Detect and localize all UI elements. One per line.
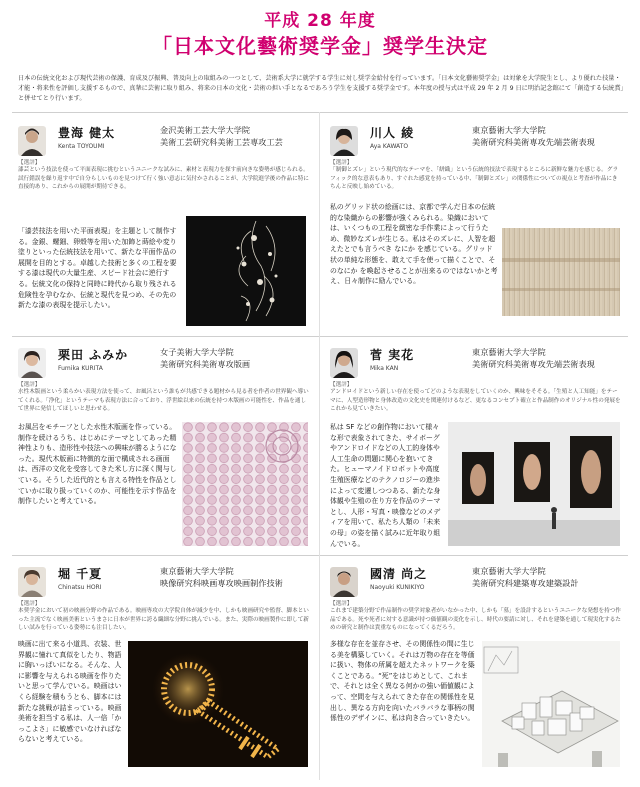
review-text: 漆芸という技法を使って平面表現に挑むというユニークな試みに、素材と表現力を探す前向きな姿勢が感じられる。試行錯誤を繰り返す中で自分らしいものを見つけて行く強い意志に気付かされることが、大学院進学後の作品に特に直接的あり、これからの展開が期待できる。	[18, 167, 309, 191]
scholar-school	[160, 565, 283, 589]
artist-statement: 映画に出て来る小道具、衣装、世界観に憧れて真似をしたり、物語に胸いっぱいになる。そんな、人に影響を与えられる映画を作りたいと思って学んでいる。映画はいくら経験を積もうとも、脚本には新たな挑戦が詰まっている。映画美術を担当する私は、人一倍「かっこよさ」に敏感でいなければならないと考えている。	[18, 640, 122, 744]
review-text: 本奨学金において初の映画分野の作品である。映画専攻の大学院自体が減少を中、しかも映画研究や監督、脚本といった主流でなく映画美術というまさに日本が世界に誇る繊細な分野に挑んでいる。また、実際の映画製作に即して新しい試みを行っている姿勢にも注目したい。	[18, 608, 309, 632]
school-major: 美術研究科美術専攻先端芸術表現	[472, 137, 595, 147]
school-name: 金沢美術工芸大学大学院	[160, 125, 251, 135]
school-name: 東京藝術大学大学院	[472, 566, 546, 576]
review-label: 【選評】	[330, 601, 353, 607]
school-name: 女子美術大学大学院	[160, 347, 234, 357]
review-label: 【選評】	[330, 160, 353, 166]
review-text: 水性木版画という柔らかい表現方法を使って、お風呂という誰もが共感できる題材から見る者を作者の世界観へ導いてくれる。「浄化」というテーマも表現方法に合っており、浮世絵以来の伝統を持つ木版画の可能性を、作品を通して世界に発信してほしいと思わせる。	[18, 389, 309, 413]
artwork-image	[448, 422, 620, 546]
school-major: 美術研究科美術専攻先端芸術表現	[472, 359, 595, 369]
scholar-school	[472, 565, 578, 589]
divider	[12, 112, 628, 113]
column-divider	[319, 112, 320, 780]
review-text: アンドロイドという新しい存在を使ってどのような表現をしていくのか、興味をそそる。「生殖と人工知能」をテーマに、人型造形物と身体改造の文化史を関連付けるなど、更なるコンセプト確立と作品制作のオリジナル性の発展をこれから見ていきたい。	[330, 389, 621, 413]
scholar-romaji: Naoyuki KUNIKIYO	[370, 584, 425, 591]
artist-statement: 私は SF などの創作物において様々な形で表象されてきた、サイボーグやアンドロイドなどの人工的身体や人工生命の問題に関心を抱いてきた。ヒューマノイドロボットや高度生殖医療などのテクノロジーの進歩によって変遷しつつある、新たな身体観や生殖の在り方を作品のテーマとし、人形・写真・映像などのメディアを用いて、私たち人類の「未来の母」の姿を描く試みに近年取り組んでいる。	[330, 423, 441, 548]
artwork-image	[128, 641, 308, 767]
school-major: 映像研究科映画専攻映画制作技術	[160, 578, 283, 588]
artist-statement: 私のグリッド状の絵画には、京都で学んだ日本の伝統的な染織からの影響が強くみられる。染織においては、いくつもの工程を緻密な手作業によって行うため、微妙なズレが生じる。私はそのズレに、人智を超えたとでも言うべき なにか を感じている。グリッド状の単純な形態を、敢えて手を使って描くことで、そのなにか を喚起させることが出来るのではないかと考え、日々制作に励んでいる。	[330, 203, 498, 286]
divider	[12, 555, 628, 556]
artwork-image	[182, 422, 308, 546]
scholar-card	[14, 340, 314, 552]
school-major: 美術工芸研究科美術工芸専攻工芸	[160, 137, 283, 147]
review-text: これまで建築分野で作品制作の奨学対象者がいなかった中、しかも「墓」を設計するというユニークな発想を持つ作品である。死や死者に対する意識が持つ価値観の変化を示し、時代の要請に対し、それを建築を通して現実化するための研究と制作は貴重なものになってくるだろう。	[330, 608, 621, 632]
avatar	[18, 126, 46, 156]
divider	[12, 336, 628, 337]
review-label: 【選評】	[330, 382, 353, 388]
artist-statement: お風呂をモチーフとした水性木版画を作っている。制作を続けるうち、はじめにテーマとしてあった精神性よりも、造形性や技法への興味が勝るようになった。現代木版画に特徴的な面で構成される画面は、西洋の文化を受容してきた米し方に深く関与している。そうした近代的とも言える特性を作品としていかに取り扱っていくのか、可能性を示す作品を制作したいと考えている。	[18, 423, 177, 506]
scholar-school	[472, 346, 595, 370]
scholar-school	[160, 346, 250, 370]
scholar-romaji: Mika KAN	[370, 365, 399, 372]
scholar-card	[326, 118, 626, 330]
review-label: 【選評】	[18, 160, 41, 166]
school-name: 東京藝術大学大学院	[472, 125, 546, 135]
scholar-name: 豊海 健太	[58, 126, 116, 140]
scholar-card	[326, 340, 626, 552]
scholar-romaji: Aya KAWATO	[370, 143, 409, 150]
scholar-name: 栗田 ふみか	[58, 348, 129, 362]
avatar	[18, 348, 46, 378]
avatar	[330, 348, 358, 378]
school-name: 東京藝術大学大学院	[160, 566, 234, 576]
avatar	[330, 126, 358, 156]
scholar-name: 菅 実花	[370, 348, 415, 362]
scholar-romaji: Chinatsu HORI	[58, 584, 102, 591]
artist-statement: 「漆芸技法を用いた平面表現」を主題として制作する。金銀、螺鈿、卵殻等を用いた加飾と蒔絵や変り塗りといった伝統技法を用いて、新たな平面作品の展開を目的とする。卓越した技術と多くの工程を要する漆は現代の大量生産、スピード社会に逆行する。伝統文化の保持と同時に時代から取り残される危険性を孕むなか、伝統と現代を見つめ、その先の新たな漆の表現を提示したい。	[18, 227, 177, 310]
scholar-card	[14, 559, 314, 771]
avatar	[330, 567, 358, 597]
scholar-name: 川人 綾	[370, 126, 415, 140]
school-major: 美術研究科美術専攻版画	[160, 359, 251, 369]
scholar-name: 堀 千夏	[58, 567, 103, 581]
review-text: 「制御とズレ」という現代的なテーマを、「絣織」という伝統的技法で表現するところに新鮮な魅力を感じる。グラフィック的な意表もあり、すぐれた感覚を持っている中、「制御とズレ」の関係性についての視点と考査が作品にきちんと反映し始めている。	[330, 167, 619, 191]
page-title-line1: 平成 28 年度	[264, 11, 376, 31]
artwork-image	[482, 641, 620, 767]
review-label: 【選評】	[18, 382, 41, 388]
school-name: 東京藝術大学大学院	[472, 347, 546, 357]
scholar-card	[326, 559, 626, 771]
scholar-school	[472, 124, 595, 148]
artwork-image	[186, 216, 306, 326]
scholar-card	[14, 118, 314, 330]
avatar	[18, 567, 46, 597]
page-title-line2: 「日本文化藝術奨学金」奨学生決定	[152, 34, 488, 58]
intro-paragraph: 日本の伝統文化および現代芸術の保護、育成及び振興、普及向上の取組みの一つとして、芸術系大学に就学する学生に対し奨学金給付を行っています。「日本文化藝術奨学金」は対象を大学院生とし、より優れた技量・才能・将来性を評価し支援するもので、真摯に芸術に取り組み、将来の日本の文化・芸術の担い手となるであろう学生を支援する奨学金です。本年度の授与式は平成 29 年 2 月 9 日に明治記念館にて「創造する伝統賞」と併せてとり行います。	[18, 75, 624, 102]
artwork-image	[502, 228, 620, 316]
school-major: 美術研究科建築専攻建築設計	[472, 578, 579, 588]
scholar-school	[160, 124, 283, 148]
scholar-name: 國清 尚之	[370, 567, 428, 581]
scholar-romaji: Fumika KURITA	[58, 365, 103, 372]
scholar-romaji: Kenta TOYOUMI	[58, 143, 105, 150]
review-label: 【選評】	[18, 601, 41, 607]
artist-statement: 多様な存在を並存させ、その関係性の間に生じる美を構築していく。それは万物の存在を等価に扱い、物体の所属を超えたネットワークを築くことである。“死”をはじめとして、これまで、それとは全く異なる何かの強い価値観によって、空間を与えられてきた存在の関係性を見出し、異なる方向を向いたバラバラな事柄の関係性のデザインに、私は向き合っていきたい。	[330, 640, 475, 723]
